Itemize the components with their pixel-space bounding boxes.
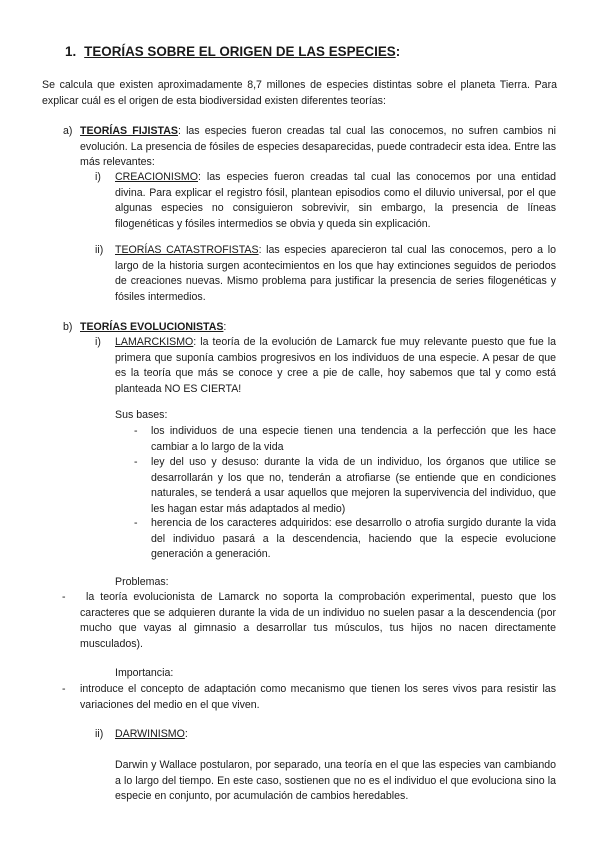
- bullet-dash: -: [62, 683, 66, 695]
- importance-item: introduce el concepto de adaptación como mecanismo que tienen los seres vivos para resistir las variaciones del medio en el que viven.: [80, 683, 556, 711]
- bullet-dash: -: [62, 591, 66, 603]
- importance-label: Importancia:: [115, 667, 174, 679]
- creacionismo-paragraph: [115, 170, 556, 232]
- darwinismo-colon: :: [184, 728, 188, 740]
- lamarckismo-paragraph: [115, 335, 556, 397]
- section-b-title: TEORÍAS EVOLUCIONISTAS: [80, 321, 224, 333]
- lamarckismo-title: LAMARCKISMO: [115, 336, 194, 348]
- bases-label: Sus bases:: [115, 409, 168, 421]
- intro-paragraph: Se calcula que existen aproximadamente 8,7 millones de especies distintas sobre el planeta Tierra. Para explicar cuál es el origen de esta biodiversidad existen diferentes teorías:: [42, 79, 557, 107]
- catastrofismo-text: : las especies aparecieron tal cual las conocemos, pero a lo largo de la historia surgen acontecimientos en los que hay extinciones seguidos de periodos de creaciones nuevas. Mismo problema para justificar la presencia de series filogenéticas y fósiles intermedios.: [115, 244, 556, 303]
- darwinismo-marker: ii): [95, 728, 104, 740]
- bullet-dash: -: [134, 456, 138, 468]
- section-b-colon: :: [223, 321, 227, 333]
- heading-colon: :: [395, 44, 401, 59]
- heading-title: TEORÍAS SOBRE EL ORIGEN DE LAS ESPECIES: [84, 44, 396, 59]
- creacionismo-title: CREACIONISMO: [115, 171, 198, 183]
- creacionismo-text: : las especies fueron creadas tal cual las conocemos por una entidad divina. Para explicar el registro fósil, plantean episodios como el diluvio universal, por el que algunas especies no consiguieron sobrevivir, sin embargo, la presencia de líneas filogenéticas y fósiles intermedios se obvia y queda sin explicación.: [115, 171, 556, 230]
- section-a-title: TEORÍAS FIJISTAS: [80, 125, 178, 137]
- base-item: ley del uso y desuso: durante la vida de un individuo, los órganos que utilice se desarrollarán y los que no, tenderán a atrofiarse (se entiende que en condiciones naturales, se tenderá a usar aquellos que mejoren la supervivencia del individuo, que les hagan estar más adaptados al medio): [151, 456, 556, 515]
- catastrofismo-paragraph: [115, 243, 556, 305]
- heading-number: 1.: [65, 44, 77, 59]
- base-item: herencia de los caracteres adquiridos: ese desarrollo o atrofia surgido durante la vida del individuo pasará a la descendencia, haciendo que la especie evolucione generación a generación.: [151, 517, 556, 561]
- bullet-dash: -: [134, 517, 138, 529]
- problem-item: la teoría evolucionista de Lamarck no soporta la comprobación experimental, puesto que los caracteres que se adquieren durante la vida de un individuo no suelen pasar a la descendencia (por mucho que vayas al gimnasio a desarrollar tus músculos, tus hijos no nacen directamente musculados).: [80, 591, 556, 650]
- base-item: los individuos de una especie tienen una tendencia a la perfección que les hace cambiar a lo largo de la vida: [151, 425, 556, 453]
- catastrofismo-title: TEORÍAS CATASTROFISTAS: [115, 244, 259, 256]
- section-b-marker: b): [63, 321, 73, 333]
- creacionismo-marker: i): [95, 171, 101, 183]
- darwinismo-heading: [115, 727, 188, 743]
- bullet-dash: -: [134, 425, 138, 437]
- section-a-text: : las especies fueron creadas tal cual las conocemos, no sufren cambios ni evolución. La presencia de fósiles de especies desaparecidas, puede contradecir esta idea. Entre las más relevantes:: [80, 125, 557, 169]
- darwinismo-title: DARWINISMO: [115, 728, 185, 740]
- page-title: [65, 44, 400, 59]
- lamarckismo-text: : la teoría de la evolución de Lamarck fue muy relevante puesto que fue la primera que suponía cambios progresivos en los individuos de una especie. A pesar de que es la teoría que más se conoce y cree a pie de calle, hoy sabemos que tal y como está planteada NO ES CIERTA!: [115, 336, 556, 395]
- section-b-heading: [80, 320, 556, 336]
- section-a-marker: a): [63, 125, 73, 137]
- lamarckismo-marker: i): [95, 336, 101, 348]
- darwinismo-paragraph: Darwin y Wallace postularon, por separado, una teoría en el que las especies van cambiando a lo largo del tiempo. En este caso, sostienen que no es el individuo el que evoluciona sino la especie en conjunto, por acumulación de cambios heredables.: [115, 759, 556, 803]
- catastrofismo-marker: ii): [95, 244, 104, 256]
- problems-label: Problemas:: [115, 576, 169, 588]
- section-a-paragraph: [80, 124, 556, 171]
